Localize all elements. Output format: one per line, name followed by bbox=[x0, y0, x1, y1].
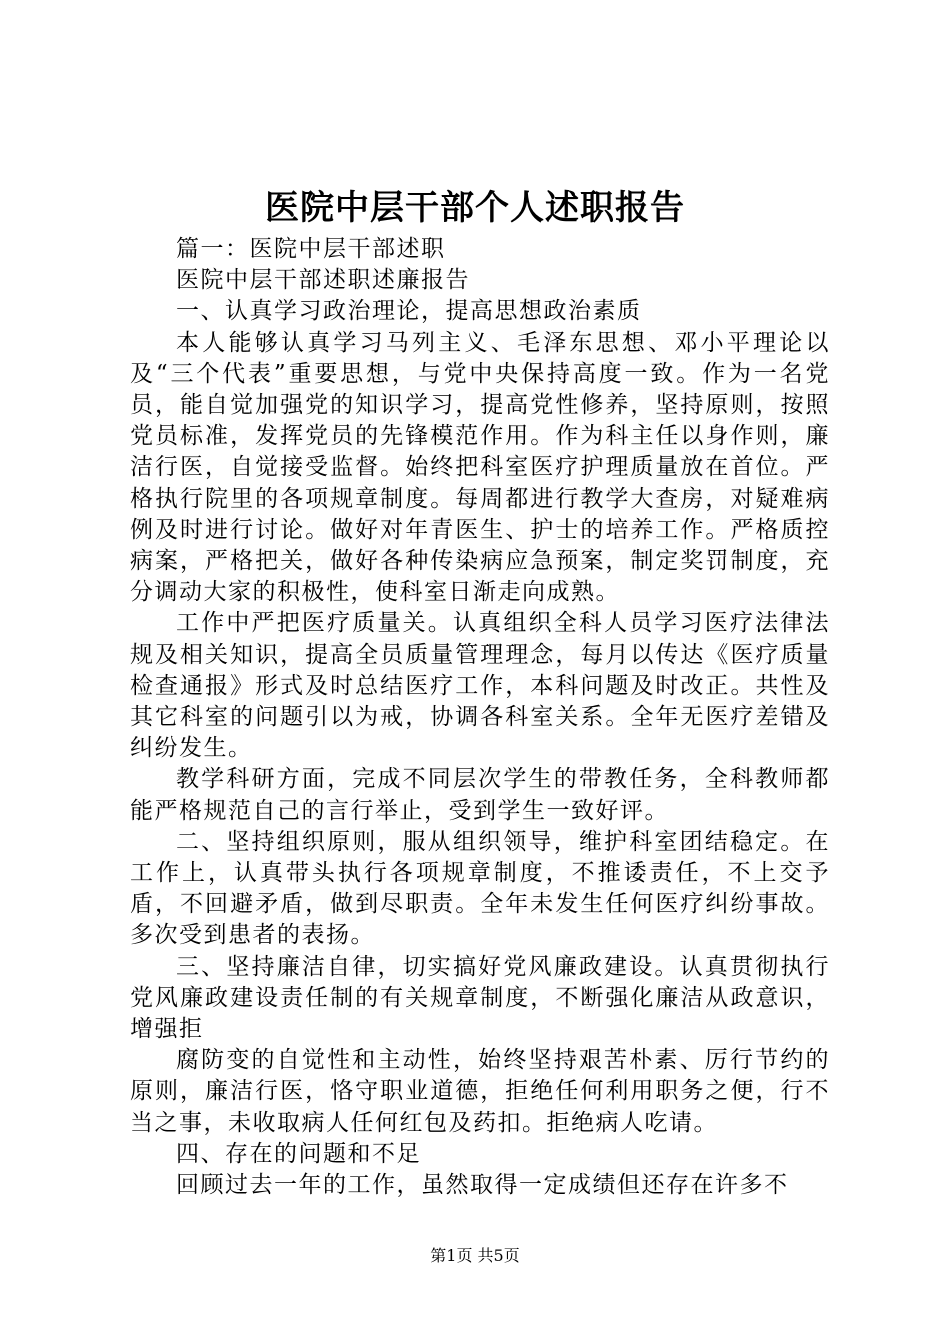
paragraph-review: 回顾过去一年的工作，虽然取得一定成绩但还存在许多不 bbox=[176, 1172, 789, 1199]
paragraph-teaching-research: 教学科研方面，完成不同层次学生的带教任务，全科教师都能严格规范自己的言行举止，受到学生一致好评。 bbox=[130, 766, 830, 824]
paragraph-heading-1: 一、认真学习政治理论，提高思想政治素质 bbox=[176, 298, 642, 325]
paragraph-section-heading: 篇一：医院中层干部述职 bbox=[176, 236, 446, 262]
paragraph-medical-quality: 工作中严把医疗质量关。认真组织全科人员学习医疗法律法规及相关知识，提高全员质量管理理念，每月以传达《医疗质量检查通报》形式及时总结医疗工作，本科问题及时改正。共性及其它科室的问题引以为戒，协调各科室关系。全年无医疗差错及纠纷发生。 bbox=[130, 610, 830, 762]
paragraph-heading-3: 三、坚持廉洁自律，切实搞好党风廉政建设。认真贯彻执行党风廉政建设责任制的有关规章制度，不断强化廉洁从政意识，增强拒 bbox=[130, 953, 830, 1043]
paragraph-report-subtitle: 医院中层干部述职述廉报告 bbox=[176, 267, 470, 294]
page-footer: 第1页 共5页 bbox=[430, 1246, 520, 1265]
paragraph-study-theory: 本人能够认真学习马列主义、毛泽东思想、邓小平理论以及“三个代表”重要思想，与党中央保持高度一致。作为一名党员，能自觉加强党的知识学习，提高党性修养，坚持原则，按照党员标准，发挥党员的先锋模范作用。作为科主任以身作则，廉洁行医，自觉接受监督。始终把科室医疗护理质量放在首位。严格执行院里的各项规章制度。每周都进行教学大查房，对疑难病例及时进行讨论。做好对年青医生、护士的培养工作。严格质控病案，严格把关，做好各种传染病应急预案，制定奖罚制度，充分调动大家的积极性，使科室日渐走向成熟。 bbox=[130, 329, 830, 606]
paragraph-integrity: 腐防变的自觉性和主动性，始终坚持艰苦朴素、厉行节约的原则，廉洁行医，恪守职业道德，拒绝任何利用职务之便，行不当之事，未收取病人任何红包及药扣。拒绝病人吃请。 bbox=[130, 1047, 830, 1136]
document-title: 医院中层干部个人述职报告 bbox=[265, 188, 685, 228]
document-body bbox=[130, 234, 830, 1201]
paragraph-heading-4: 四、存在的问题和不足 bbox=[176, 1140, 421, 1167]
paragraph-heading-2: 二、坚持组织原则，服从组织领导，维护科室团结稳定。在工作上，认真带头执行各项规章制度，不推诿责任，不上交予盾，不回避矛盾，做到尽职责。全年未发生任何医疗纠纷事故。多次受到患者的表扬。 bbox=[130, 828, 830, 949]
